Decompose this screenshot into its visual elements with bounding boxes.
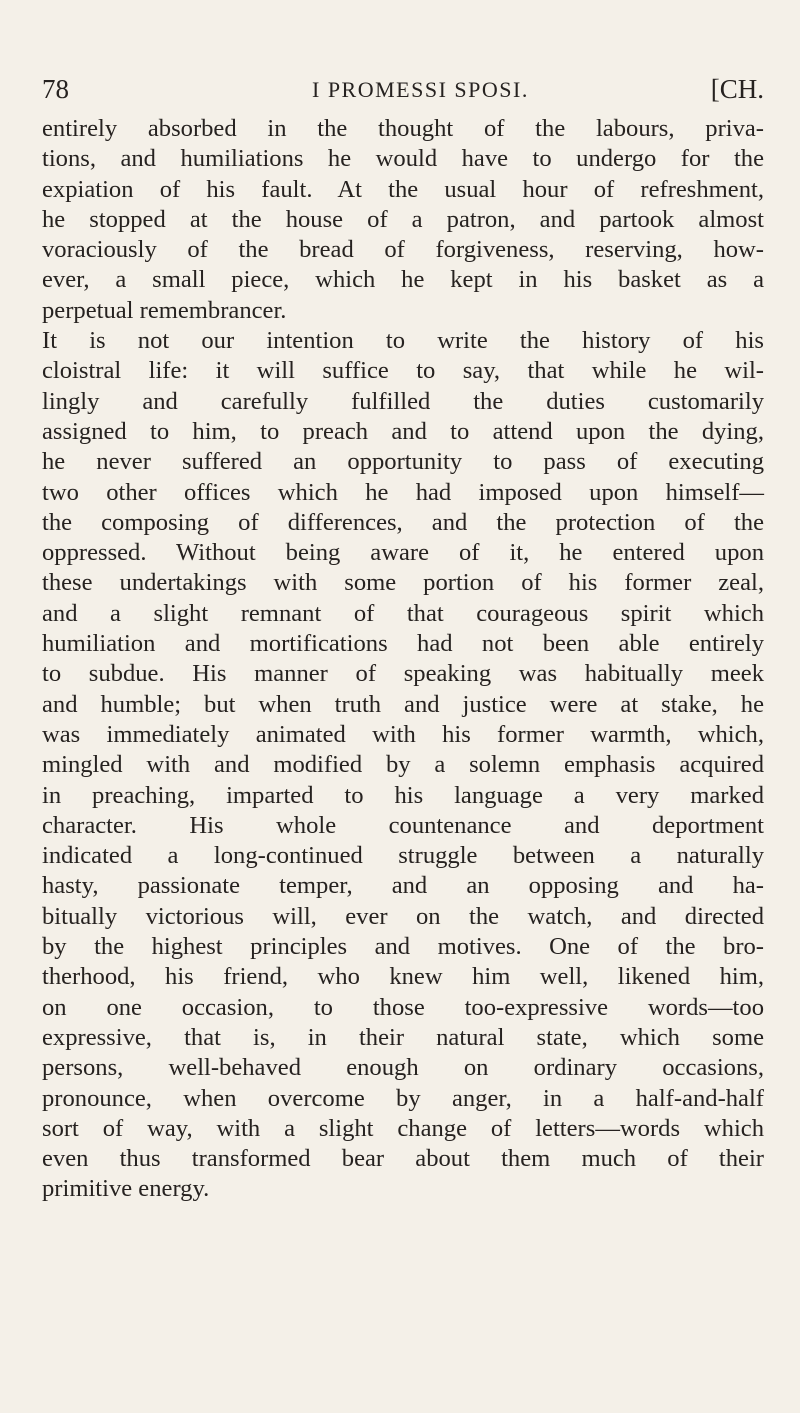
text-line: to subdue. His manner of speaking was habitually meek: [42, 660, 764, 688]
text-line: assigned to him, to preach and to attend upon the dying,: [42, 417, 764, 445]
text-line: and humble; but when truth and justice were at stake, he: [42, 690, 764, 718]
text-line: was immediately animated with his former warmth, which,: [42, 720, 764, 748]
text-line: ever, a small piece, which he kept in his basket as a: [42, 266, 764, 294]
running-head: [42, 74, 764, 114]
text-line: expiation of his fault. At the usual hour of refreshment,: [42, 175, 764, 203]
text-line: these undertakings with some portion of his former zeal,: [42, 569, 764, 597]
paragraph-start-line: It is not our intention to write the history of his: [42, 327, 764, 355]
text-line: by the highest principles and motives. One of the bro-: [42, 933, 764, 961]
text-line: voraciously of the bread of forgiveness, reserving, how-: [42, 236, 764, 264]
text-line: pronounce, when overcome by anger, in a half-and-half: [42, 1084, 764, 1112]
page-number: 78: [42, 74, 69, 104]
text-line: indicated a long-continued struggle between a naturally: [42, 842, 764, 870]
text-line: tions, and humiliations he would have to undergo for the: [42, 145, 764, 173]
text-line: humiliation and mortifications had not been able entirely: [42, 630, 764, 658]
paragraph-end-line: perpetual remembrancer.: [42, 296, 287, 324]
text-line: two other offices which he had imposed upon himself—: [42, 478, 764, 506]
text-line: and a slight remnant of that courageous spirit which: [42, 599, 764, 627]
book-title: I PROMESSI SPOSI.: [312, 77, 529, 102]
text-line: lingly and carefully fulfilled the duties customarily: [42, 387, 764, 415]
text-line: he stopped at the house of a patron, and partook almost: [42, 205, 764, 233]
text-line: character. His whole countenance and deportment: [42, 811, 764, 839]
text-line: cloistral life: it will suffice to say, that while he wil-: [42, 357, 764, 385]
text-line: entirely absorbed in the thought of the labours, priva-: [42, 115, 764, 142]
text-line: even thus transformed bear about them much of their: [42, 1145, 764, 1173]
text-line: on one occasion, to those too-expressive words—too: [42, 993, 764, 1021]
text-line: in preaching, imparted to his language a very marked: [42, 781, 764, 809]
text-line: mingled with and modified by a solemn emphasis acquired: [42, 751, 764, 779]
text-line: oppressed. Without being aware of it, he entered upon: [42, 539, 764, 567]
text-line: persons, well-behaved enough on ordinary occasions,: [42, 1054, 764, 1082]
chapter-mark: [CH.: [710, 74, 764, 104]
body-text: [42, 114, 764, 1205]
text-line: sort of way, with a slight change of letters—words which: [42, 1114, 764, 1142]
text-line: he never suffered an opportunity to pass of executing: [42, 448, 764, 476]
text-line: hasty, passionate temper, and an opposing and ha-: [42, 872, 764, 900]
text-line: expressive, that is, in their natural state, which some: [42, 1023, 764, 1051]
paragraph-end-line: primitive energy.: [42, 1175, 210, 1203]
text-line: therhood, his friend, who knew him well, likened him,: [42, 963, 764, 991]
text-line: the composing of differences, and the protection of the: [42, 508, 764, 536]
text-line: bitually victorious will, ever on the watch, and directed: [42, 902, 764, 930]
